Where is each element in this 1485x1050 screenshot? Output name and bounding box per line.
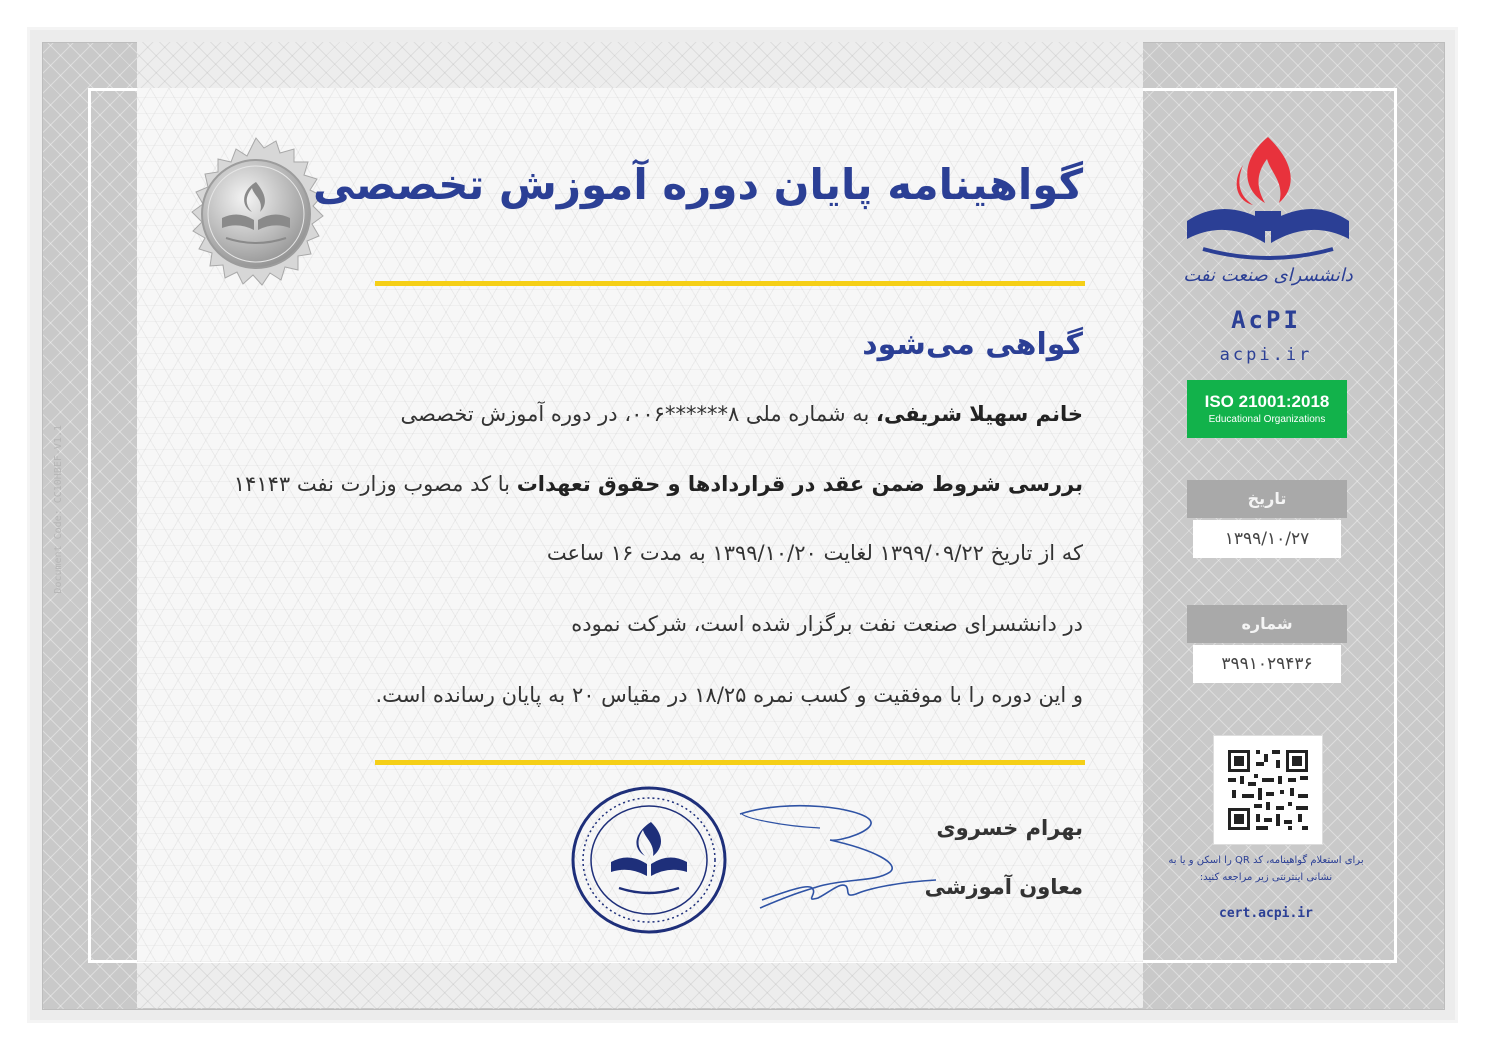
acpi-logo-icon (1183, 135, 1353, 290)
handwritten-signature (700, 800, 940, 920)
verify-url-link[interactable]: cert.acpi.ir (1219, 906, 1313, 921)
iso-title: ISO 21001:2018 (1204, 392, 1330, 411)
date-label: تاریخ (1187, 480, 1347, 518)
top-pattern-band (137, 42, 1143, 88)
number-label: شماره (1187, 605, 1347, 643)
date-value: ۱۳۹۹/۱۰/۲۷ (1193, 520, 1341, 558)
qr-instructions: برای استعلام گواهینامه، کد QR را اسکن و یا به نشانی اینترنتی زیر مراجعه کنید: (1168, 855, 1364, 883)
course-code-text: با کد مصوب وزارت نفت ۱۴۱۴۳ (233, 472, 517, 496)
brand-name: AcPI (1231, 306, 1301, 334)
body-line-2 (234, 472, 1083, 496)
iso-subtitle: Educational Organizations (1208, 414, 1326, 425)
course-name: بررسی شروط ضمن عقد در قراردادها و حقوق تعهدات (516, 472, 1083, 496)
recipient-name: خانم سهیلا شریفی، (876, 402, 1083, 426)
number-value: ۳۹۹۱۰۲۹۴۳۶ (1193, 645, 1341, 683)
bottom-pattern-band (137, 962, 1143, 1008)
certify-heading: گواهی می‌شود (862, 327, 1083, 362)
body-line-5: و این دوره را با موفقیت و کسب نمره ۱۸/۲۵ در مقیاس ۲۰ به پایان رسانده است. (375, 683, 1083, 707)
logo-wordmark: دانشسرای صنعت نفت (1183, 265, 1353, 286)
signatory-name: بهرام خسروی (936, 816, 1083, 840)
frame-line-right (1394, 88, 1397, 963)
national-id-text: به شماره ملی ۸******۰۰۶، در دوره آموزش تخصصی (400, 402, 877, 426)
qr-code[interactable] (1213, 735, 1323, 845)
body-line-1 (400, 402, 1083, 426)
brand-website: acpi.ir (1219, 345, 1313, 365)
iso-badge (1187, 380, 1347, 438)
certificate-title: گواهینامه پایان دوره آموزش تخصصی (312, 160, 1083, 209)
body-line-4: در دانشسرای صنعت نفت برگزار شده است، شرکت نموده (571, 612, 1083, 636)
divider-bottom (375, 760, 1085, 765)
signatory-role: معاون آموزشی (924, 875, 1083, 899)
body-line-3: که از تاریخ ۱۳۹۹/۰۹/۲۲ لغایت ۱۳۹۹/۱۰/۲۰ به مدت ۱۶ ساعت (546, 541, 1083, 565)
divider-top (375, 281, 1085, 286)
document-code: Document Code: CC10HBEF-V1.1 (53, 425, 64, 594)
silver-seal-icon (178, 136, 334, 292)
frame-line-left (88, 88, 91, 963)
qr-code-icon (1214, 736, 1322, 844)
